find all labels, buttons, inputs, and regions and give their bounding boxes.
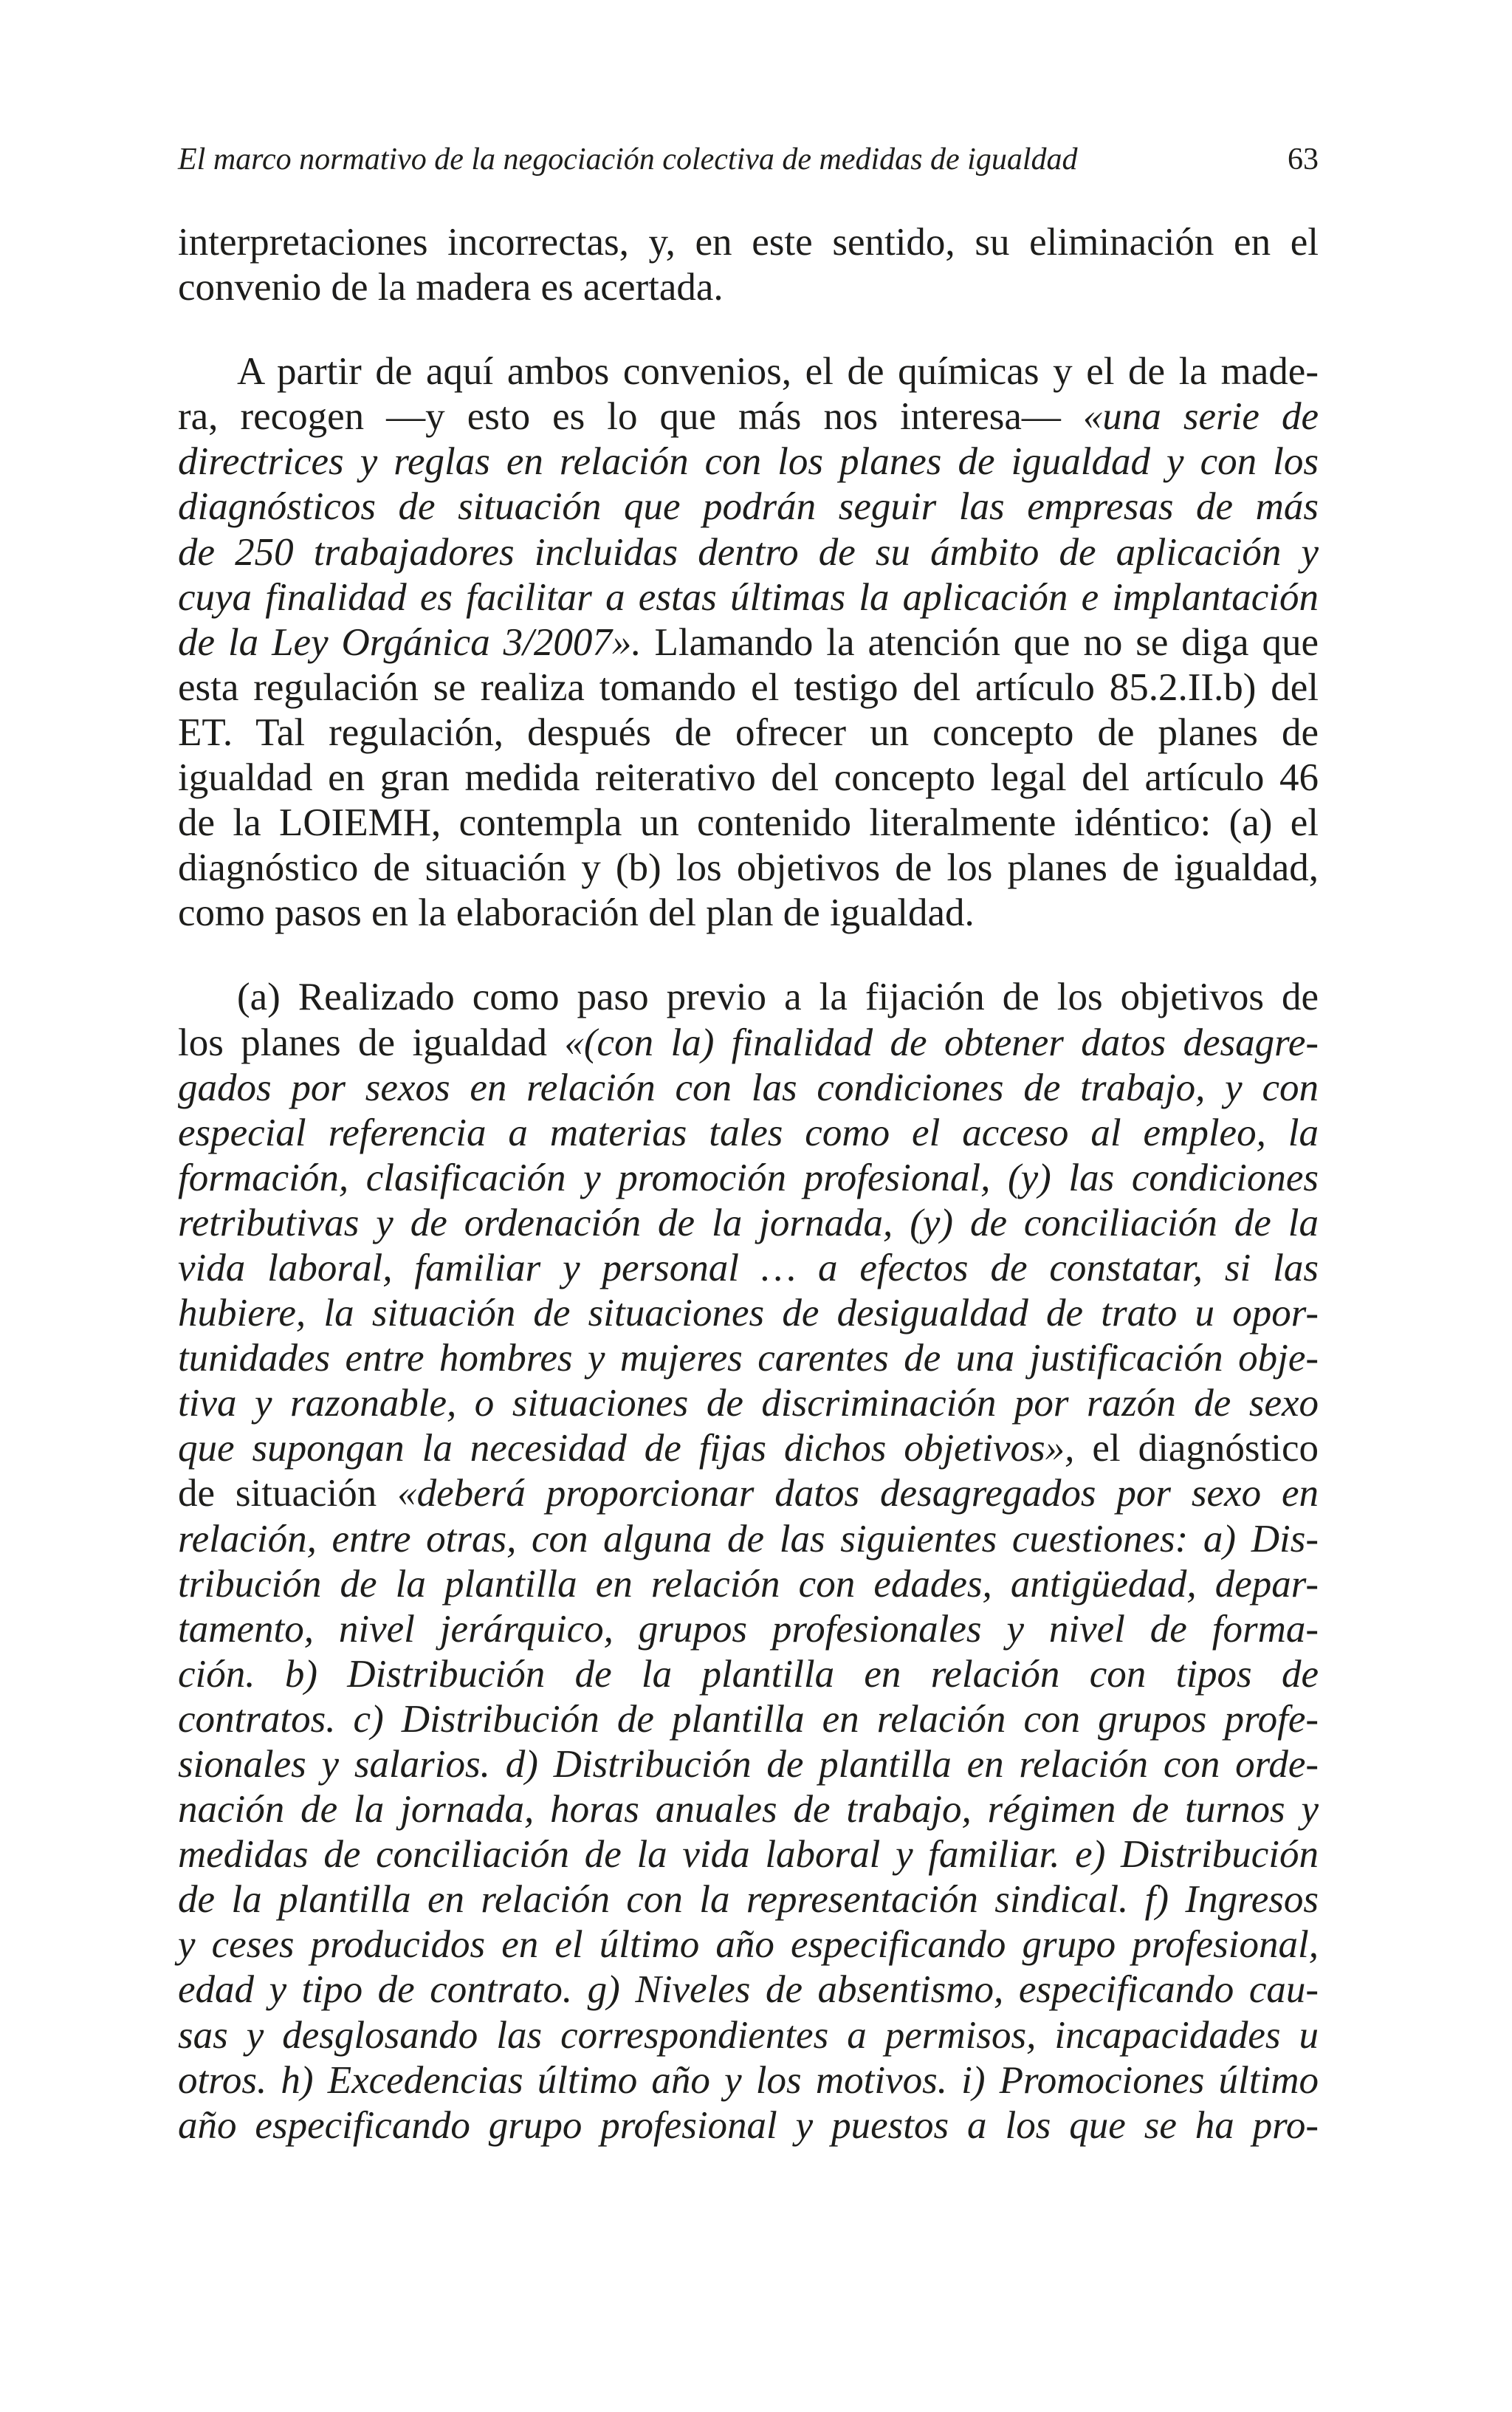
italic-quote-run: relación, entre otras, con alguna de las siguientes cuestiones: a) Dis-: [178, 1517, 1319, 1560]
text-line: [178, 2058, 1319, 2103]
body-text: [178, 220, 1319, 2148]
text-run: el diagnóstico: [1074, 1427, 1319, 1470]
italic-quote-run: especial referencia a materias tales como el acceso al empleo, la: [178, 1111, 1319, 1154]
text-line: [178, 1426, 1319, 1471]
italic-quote-run: directrices y reglas en relación con los planes de igualdad y con los: [178, 440, 1319, 484]
text-line: [178, 1201, 1319, 1246]
italic-quote-run: cuya finalidad es facilitar a estas últimas la aplicación e implantación: [178, 575, 1319, 619]
italic-quote-run: de la Ley Orgánica 3/2007».: [178, 620, 642, 664]
italic-quote-run: año especificando grupo profesional y puestos a los que se ha pro-: [178, 2103, 1319, 2147]
text-line: [178, 1111, 1319, 1156]
italic-quote-run: medidas de conciliación de la vida laboral y familiar. e) Distribución: [178, 1833, 1319, 1877]
italic-quote-run: edad y tipo de contrato. g) Niveles de absentismo, especificando cau-: [178, 1968, 1319, 2012]
text-line: [178, 265, 1319, 310]
text-line: [178, 2103, 1319, 2148]
text-line: [178, 394, 1319, 439]
italic-quote-run: «(con la) finalidad de obtener datos desagre-: [564, 1021, 1319, 1064]
italic-quote-run: otros. h) Excedencias último año y los motivos. i) Promociones último: [178, 2058, 1319, 2102]
text-line: [178, 1381, 1319, 1426]
text-run: convenio de la madera es acertada.: [178, 266, 724, 309]
italic-quote-run: «deberá proporcionar datos desagregados por sexo en: [397, 1472, 1319, 1515]
text-line: [178, 1742, 1319, 1787]
running-head: [178, 137, 1319, 182]
text-run: los planes de igualdad: [178, 1021, 565, 1064]
text-line: [178, 349, 1319, 394]
text-line: [178, 801, 1319, 846]
italic-quote-run: tribución de la plantilla en relación con edades, antigüedad, depar-: [178, 1562, 1319, 1606]
text-run: interpretaciones incorrectas, y, en este sentido, su eliminación en el: [178, 221, 1319, 264]
text-line: [178, 846, 1319, 891]
text-line: [178, 1066, 1319, 1111]
text-line: [178, 1336, 1319, 1381]
italic-quote-run: retributivas y de ordenación de la jornada, (y) de conciliación de la: [178, 1201, 1319, 1244]
italic-quote-run: vida laboral, familiar y personal … a efectos de constatar, si las: [178, 1246, 1319, 1289]
text-run: como pasos en la elaboración del plan de igualdad.: [178, 891, 975, 935]
paragraph-conventions: [178, 349, 1319, 936]
italic-quote-run: de la plantilla en relación con la representación sindical. f) Ingresos: [178, 1878, 1319, 1922]
italic-quote-run: tunidades entre hombres y mujeres carentes de una justificación obje-: [178, 1337, 1319, 1380]
italic-quote-run: y ceses producidos en el último año especificando grupo profesional,: [178, 1923, 1319, 1967]
text-run: A partir de aquí ambos convenios, el de químicas y el de la made-: [237, 350, 1319, 394]
running-title: El marco normativo de la negociación colectiva de medidas de igualdad: [178, 143, 1078, 177]
text-line: [178, 1246, 1319, 1291]
text-run: ra, recogen —y esto es lo que más nos interesa—: [178, 395, 1083, 439]
text-line: [178, 220, 1319, 265]
text-line: [178, 2013, 1319, 2058]
text-line: [178, 1291, 1319, 1336]
text-run: Llamando la atención que no se diga que: [641, 620, 1319, 664]
text-run: ET. Tal regulación, después de ofrecer un concepto de planes de: [178, 710, 1319, 754]
text-line: [178, 1967, 1319, 2012]
paragraph-diagnosis: [178, 975, 1319, 2148]
text-line: [178, 756, 1319, 801]
text-line: [178, 1156, 1319, 1201]
italic-quote-run: contratos. c) Distribución de plantilla en relación con grupos profe-: [178, 1697, 1319, 1741]
italic-quote-run: diagnósticos de situación que podrán seguir las empresas de más: [178, 485, 1319, 529]
text-run: igualdad en gran medida reiterativo del concepto legal del artículo 46: [178, 756, 1319, 800]
text-line: [178, 891, 1319, 936]
page-number: 63: [1288, 143, 1319, 177]
italic-quote-run: gados por sexos en relación con las condiciones de trabajo, y con: [178, 1066, 1319, 1109]
italic-quote-run: «una serie de: [1082, 395, 1319, 439]
text-line: [178, 1562, 1319, 1607]
text-line: [178, 439, 1319, 484]
text-run: diagnóstico de situación y (b) los objetivos de los planes de igualdad,: [178, 846, 1319, 890]
paragraph-continuation: [178, 220, 1319, 310]
italic-quote-run: nación de la jornada, horas anuales de trabajo, régimen de turnos y: [178, 1788, 1319, 1832]
text-line: [178, 530, 1319, 575]
text-line: [178, 620, 1319, 665]
text-line: [178, 1787, 1319, 1832]
italic-quote-run: sas y desglosando las correspondientes a permisos, incapacidades u: [178, 2013, 1319, 2057]
text-line: [178, 710, 1319, 756]
italic-quote-run: tamento, nivel jerárquico, grupos profesionales y nivel de forma-: [178, 1607, 1319, 1651]
text-line: [178, 975, 1319, 1020]
italic-quote-run: tiva y razonable, o situaciones de discriminación por razón de sexo: [178, 1382, 1319, 1425]
text-line: [178, 1021, 1319, 1066]
text-line: [178, 1517, 1319, 1562]
text-line: [178, 1652, 1319, 1697]
italic-quote-run: de 250 trabajadores incluidas dentro de su ámbito de aplicación y: [178, 530, 1319, 574]
text-line: [178, 575, 1319, 620]
text-line: [178, 1922, 1319, 1967]
text-run: (a) Realizado como paso previo a la fijación de los objetivos de: [237, 976, 1319, 1019]
italic-quote-run: ción. b) Distribución de la plantilla en relación con tipos de: [178, 1652, 1319, 1696]
text-run: esta regulación se realiza tomando el testigo del artículo 85.2.II.b) del: [178, 665, 1319, 709]
italic-quote-run: sionales y salarios. d) Distribución de plantilla en relación con orde-: [178, 1743, 1319, 1786]
text-line: [178, 1697, 1319, 1742]
text-line: [178, 1877, 1319, 1922]
text-line: [178, 1832, 1319, 1877]
text-line: [178, 1471, 1319, 1516]
italic-quote-run: formación, clasificación y promoción profesional, (y) las condiciones: [178, 1156, 1319, 1199]
italic-quote-run: que supongan la necesidad de fijas dichos objetivos»,: [178, 1427, 1075, 1470]
italic-quote-run: hubiere, la situación de situaciones de desigualdad de trato u opor-: [178, 1292, 1319, 1335]
text-run: de la LOIEMH, contempla un contenido literalmente idéntico: (a) el: [178, 801, 1319, 845]
text-line: [178, 484, 1319, 530]
text-line: [178, 665, 1319, 710]
text-line: [178, 1607, 1319, 1652]
text-run: de situación: [178, 1472, 398, 1515]
